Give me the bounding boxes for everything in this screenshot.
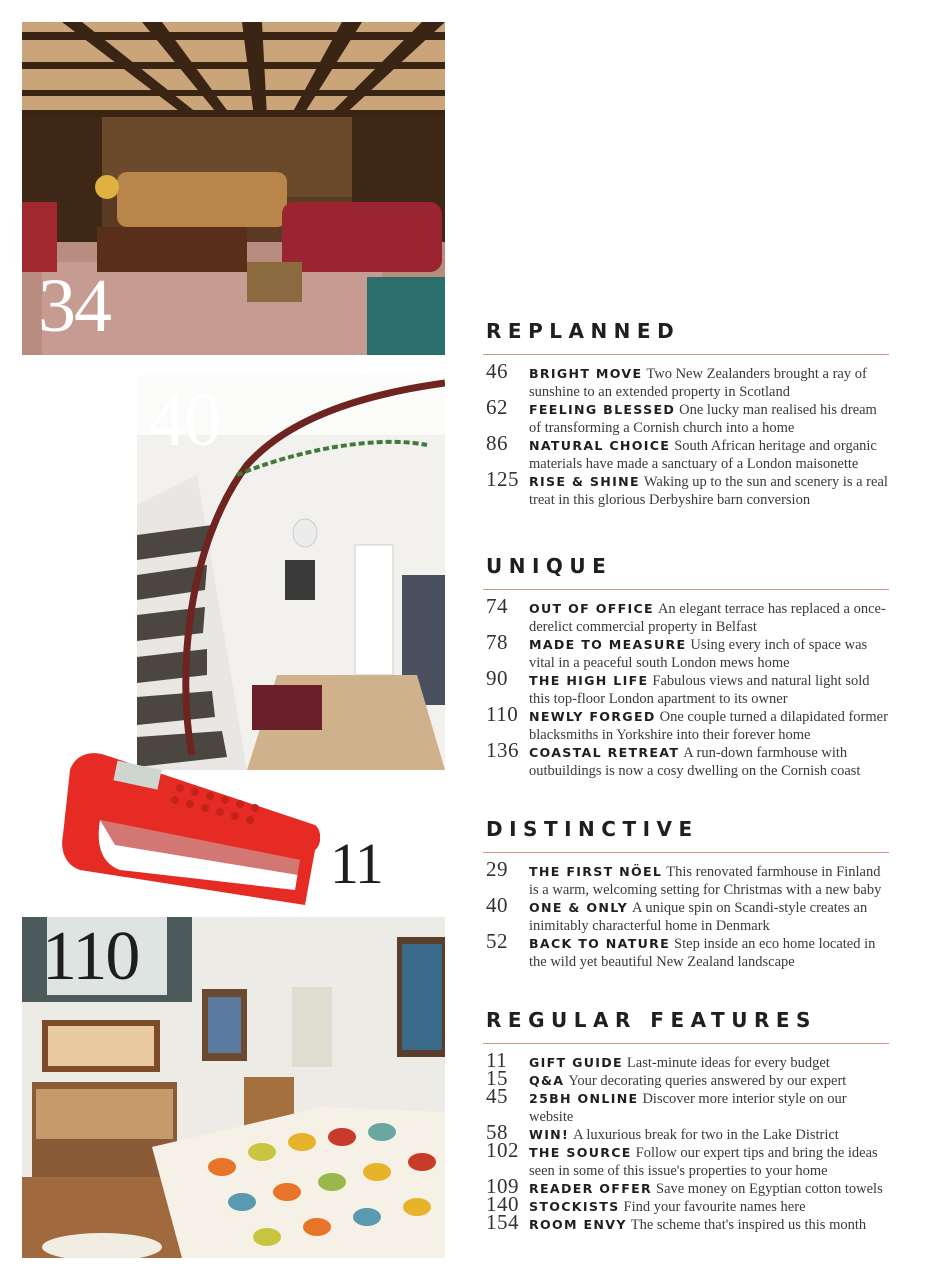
entry-page-number: 86 bbox=[486, 431, 508, 455]
entry-description: Your decorating queries answered by our expert bbox=[568, 1073, 847, 1089]
section-replanned bbox=[483, 318, 889, 509]
contents-entry[interactable] bbox=[483, 395, 889, 437]
page-number-11: 11 bbox=[330, 831, 382, 896]
entry-page-number: 29 bbox=[486, 857, 508, 881]
entry-page-number: 136 bbox=[486, 738, 519, 762]
entry-description: Waking up to the sun and scenery is a real treat in this glorious Derbyshire barn conversion bbox=[529, 474, 888, 508]
entry-title: MADE TO MEASURE bbox=[529, 637, 687, 652]
entry-description: One lucky man realised his dream of transforming a Cornish church into a home bbox=[529, 402, 877, 436]
contents-entry[interactable] bbox=[483, 1174, 889, 1198]
contents-entry[interactable] bbox=[483, 929, 889, 971]
entry-page-number: 74 bbox=[486, 594, 508, 618]
contents-entry[interactable] bbox=[483, 594, 889, 636]
entry-description: A run-down farmhouse with outbuildings is now a cosy dwelling on the Cornish coast bbox=[529, 745, 861, 779]
entry-page-number: 125 bbox=[486, 467, 519, 491]
entry-page-number: 109 bbox=[486, 1174, 519, 1198]
entry-description: This renovated farmhouse in Finland is a warm, welcoming setting for Christmas with a new baby bbox=[529, 864, 882, 898]
contents-entry[interactable] bbox=[483, 630, 889, 672]
contents-entry[interactable] bbox=[483, 893, 889, 935]
section-heading: REGULAR FEATURES bbox=[486, 1008, 817, 1032]
entry-description: South African heritage and organic materials have made a sanctuary of a London maisonette bbox=[529, 438, 877, 472]
entry-description: Discover more interior style on our website bbox=[529, 1091, 847, 1125]
section-rule bbox=[483, 1043, 889, 1044]
entry-page-number: 110 bbox=[486, 702, 519, 726]
section-unique bbox=[483, 553, 889, 780]
contents-entry[interactable] bbox=[483, 1066, 889, 1090]
entry-page-number: 15 bbox=[486, 1066, 508, 1090]
entry-page-number: 40 bbox=[486, 893, 508, 917]
contents-entry[interactable] bbox=[483, 738, 889, 780]
entry-page-number: 52 bbox=[486, 929, 508, 953]
entry-description: Using every inch of space was vital in a peaceful south London mews home bbox=[529, 637, 868, 671]
entry-description: One couple turned a dilapidated former blacksmiths in Yorkshire into their forever home bbox=[529, 709, 888, 743]
contents-entry[interactable] bbox=[483, 857, 889, 899]
section-rule bbox=[483, 354, 889, 355]
entry-title: 25BH ONLINE bbox=[529, 1091, 639, 1106]
contents-entry[interactable] bbox=[483, 359, 889, 401]
entry-title: RISE & SHINE bbox=[529, 474, 640, 489]
entry-title: Q&A bbox=[529, 1073, 565, 1088]
contents-entry[interactable] bbox=[483, 1084, 889, 1126]
entry-title: FEELING BLESSED bbox=[529, 402, 676, 417]
contents-entry[interactable] bbox=[483, 1192, 889, 1216]
section-heading: UNIQUE bbox=[486, 554, 613, 578]
entry-description: Find your favourite names here bbox=[623, 1199, 806, 1215]
contents-entry[interactable] bbox=[483, 431, 889, 473]
entry-title: READER OFFER bbox=[529, 1181, 652, 1196]
entry-title: ROOM ENVY bbox=[529, 1217, 627, 1232]
entry-description: Follow our expert tips and bring the ideas seen in some of this issue's properties to your home bbox=[529, 1145, 878, 1179]
entry-title: STOCKISTS bbox=[529, 1199, 620, 1214]
section-rule bbox=[483, 589, 889, 590]
page-number-34: 34 bbox=[38, 264, 110, 348]
entry-title: GIFT GUIDE bbox=[529, 1055, 623, 1070]
entry-title: NATURAL CHOICE bbox=[529, 438, 671, 453]
telephone-photo bbox=[60, 750, 320, 910]
entry-title: THE HIGH LIFE bbox=[529, 673, 649, 688]
entry-title: THE SOURCE bbox=[529, 1145, 632, 1160]
entry-page-number: 140 bbox=[486, 1192, 519, 1216]
entry-description: A luxurious break for two in the Lake District bbox=[573, 1127, 839, 1143]
contents-entry[interactable] bbox=[483, 1048, 889, 1072]
entry-title: NEWLY FORGED bbox=[529, 709, 656, 724]
page-number-40: 40 bbox=[148, 378, 220, 462]
entry-page-number: 90 bbox=[486, 666, 508, 690]
entry-title: BACK TO NATURE bbox=[529, 936, 671, 951]
section-heading: REPLANNED bbox=[486, 319, 681, 343]
entry-description: Step inside an eco home located in the wild yet beautiful New Zealand landscape bbox=[529, 936, 876, 970]
entry-title: WIN! bbox=[529, 1127, 570, 1142]
contents-entry[interactable] bbox=[483, 1120, 889, 1144]
entry-page-number: 62 bbox=[486, 395, 508, 419]
section-regular-features bbox=[483, 1007, 889, 1234]
entry-description: Save money on Egyptian cotton towels bbox=[656, 1181, 883, 1197]
contents-entry[interactable] bbox=[483, 702, 889, 744]
entry-page-number: 78 bbox=[486, 630, 508, 654]
contents-entry[interactable] bbox=[483, 1210, 889, 1234]
contents-entry[interactable] bbox=[483, 467, 889, 509]
entry-page-number: 46 bbox=[486, 359, 508, 383]
entry-title: THE FIRST NÖEL bbox=[529, 864, 663, 879]
entry-page-number: 102 bbox=[486, 1138, 519, 1162]
entry-title: OUT OF OFFICE bbox=[529, 601, 654, 616]
entry-title: BRIGHT MOVE bbox=[529, 366, 643, 381]
entry-page-number: 11 bbox=[486, 1048, 508, 1072]
entry-page-number: 58 bbox=[486, 1120, 508, 1144]
entry-title: COASTAL RETREAT bbox=[529, 745, 680, 760]
entry-page-number: 154 bbox=[486, 1210, 519, 1234]
entry-description: Fabulous views and natural light sold this top-floor London apartment to its owner bbox=[529, 673, 870, 707]
entry-title: ONE & ONLY bbox=[529, 900, 629, 915]
page-number-110: 110 bbox=[42, 918, 139, 995]
contents-entry[interactable] bbox=[483, 1138, 889, 1180]
section-heading: DISTINCTIVE bbox=[486, 817, 699, 841]
entry-description: Two New Zealanders brought a ray of sunshine to an extended property in Scotland bbox=[529, 366, 867, 400]
entry-page-number: 45 bbox=[486, 1084, 508, 1108]
entry-description: A unique spin on Scandi-style creates an inimitably characterful home in Denmark bbox=[529, 900, 868, 934]
contents-entry[interactable] bbox=[483, 666, 889, 708]
section-rule bbox=[483, 852, 889, 853]
section-distinctive bbox=[483, 816, 889, 971]
entry-description: The scheme that's inspired us this month bbox=[630, 1217, 867, 1233]
entry-description: An elegant terrace has replaced a once-derelict commercial property in Belfast bbox=[529, 601, 886, 635]
entry-description: Last-minute ideas for every budget bbox=[626, 1055, 830, 1071]
